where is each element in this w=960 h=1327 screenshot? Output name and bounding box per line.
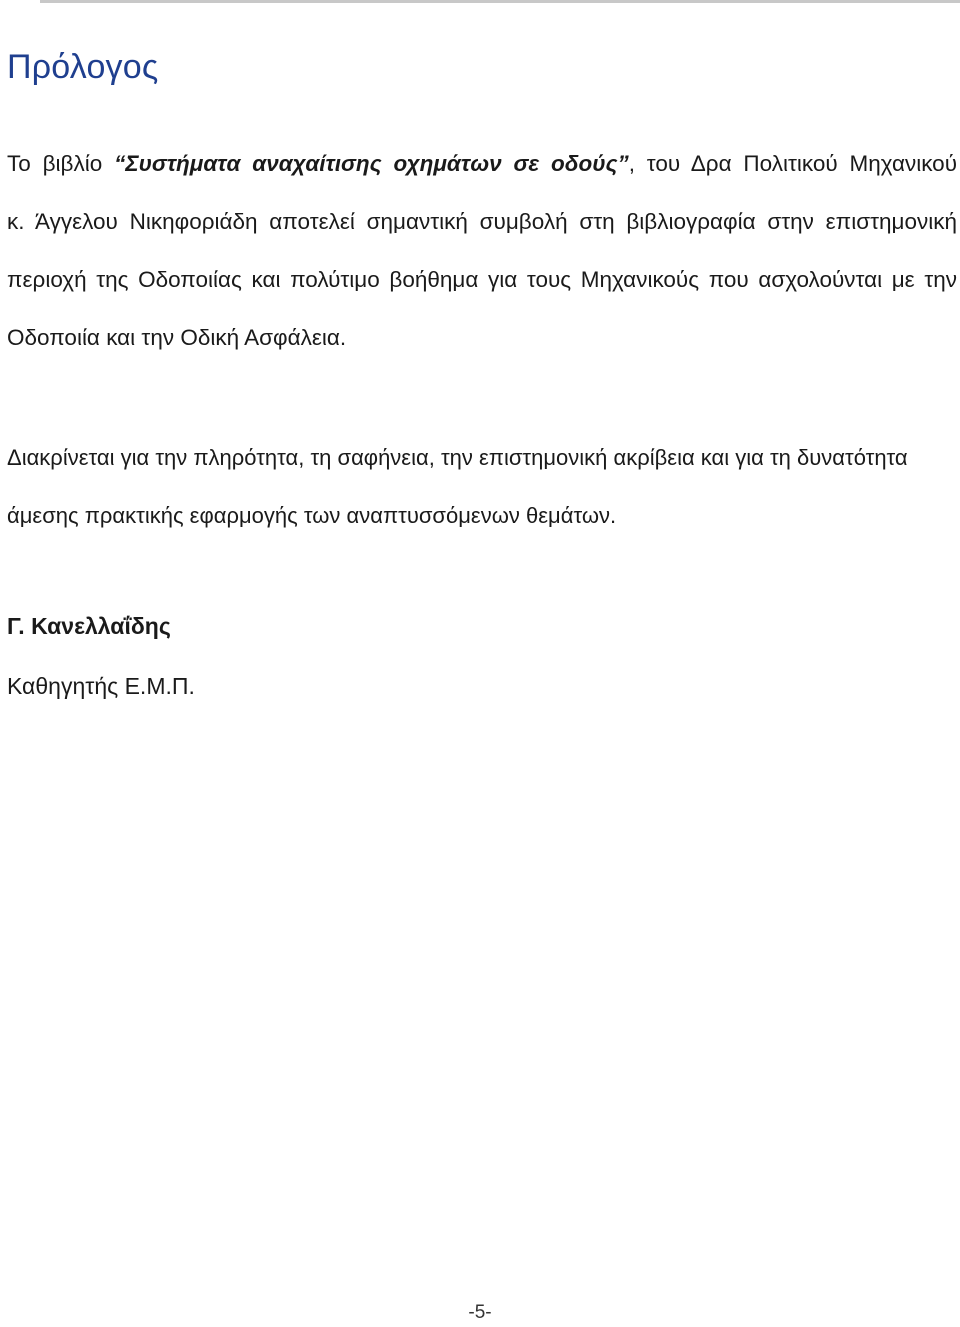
- paragraph-line: Οδοποιία και την Οδική Ασφάλεια.: [7, 325, 347, 350]
- header-rule: [40, 0, 960, 3]
- text-prefix: Το βιβλίο: [7, 151, 115, 176]
- page-title: Πρόλογος: [7, 48, 159, 86]
- paragraph-line: κ. Άγγελου Νικηφοριάδη αποτελεί σημαντική συμβολή στη βιβλιογραφία στην επιστημονική: [7, 209, 957, 234]
- paragraph-line: [7, 135, 957, 193]
- page-number: -5-: [468, 1302, 492, 1323]
- book-title: “Συστήματα αναχαίτισης οχημάτων σε οδούς”: [114, 151, 629, 176]
- text-suffix: , του Δρα Πολιτικού Μηχανικού: [628, 151, 957, 176]
- paragraph-line: περιοχή της Οδοποιίας και πολύτιμο βοήθημα για τους Μηχανικούς που ασχολούνται με την: [7, 267, 957, 292]
- paragraph-line: Διακρίνεται για την πληρότητα, τη σαφήνεια, την επιστημονική ακρίβεια και για τη δυνατότητα: [7, 445, 908, 470]
- paragraph-evaluation: [7, 429, 957, 545]
- signature-role: Καθηγητής Ε.Μ.Π.: [7, 673, 195, 699]
- paragraph-line: άμεσης πρακτικής εφαρμογής των αναπτυσσόμενων θεμάτων.: [7, 503, 617, 528]
- signature-name: Γ. Κανελλαΐδης: [7, 613, 171, 639]
- paragraph-intro: [7, 135, 957, 367]
